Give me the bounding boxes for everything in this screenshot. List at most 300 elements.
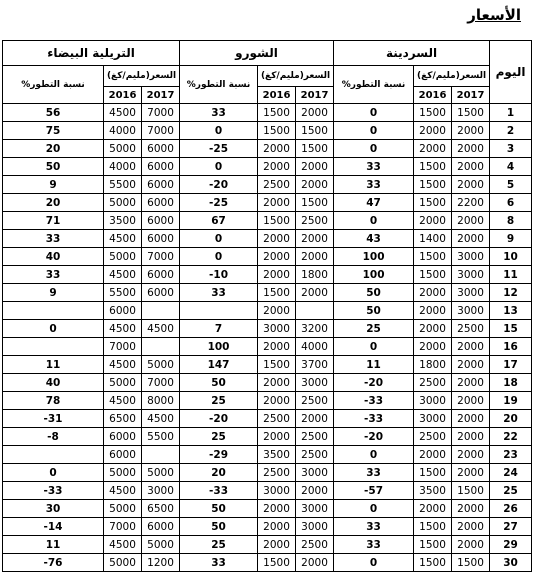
shoro-change-cell: 67 [180, 212, 258, 230]
sardine-price-2017-cell: 2000 [452, 140, 490, 158]
shoro-change-cell: 25 [180, 392, 258, 410]
sardine-price-2017-cell: 1500 [452, 482, 490, 500]
trilia-change-cell: 31- [3, 410, 104, 428]
sardine-change-cell: 20- [334, 428, 414, 446]
trilia-change-cell: 9 [3, 176, 104, 194]
sardine-price-2016-cell: 2000 [414, 338, 452, 356]
trilia-price-2016-cell: 4000 [104, 122, 142, 140]
shoro-price-2016-cell: 2000 [258, 518, 296, 536]
shoro-price-2016-cell: 3000 [258, 482, 296, 500]
shoro-change-cell: 25- [180, 194, 258, 212]
trilia-change-cell [3, 338, 104, 356]
shoro-price-2017-cell: 2000 [296, 410, 334, 428]
shoro-price-2017-cell: 2000 [296, 158, 334, 176]
trilia-price-2016-cell: 6000 [104, 302, 142, 320]
sardine-price-2017-cell: 2000 [452, 374, 490, 392]
trilia-change-cell: 0 [3, 320, 104, 338]
shoro-price-2016-cell: 2000 [258, 158, 296, 176]
shoro-price-2016-cell: 2000 [258, 500, 296, 518]
shoro-price-2017-cell: 2000 [296, 554, 334, 572]
product-header-trilia: التريلية البيضاء [3, 41, 180, 66]
trilia-price-2017-cell: 1200 [142, 554, 180, 572]
sardine-price-2017-cell: 2000 [452, 464, 490, 482]
change-header: نسبة التطور% [334, 66, 414, 104]
trilia-price-2017-cell: 7000 [142, 122, 180, 140]
shoro-price-2017-cell: 3200 [296, 320, 334, 338]
trilia-price-2016-cell: 4000 [104, 158, 142, 176]
day-cell: 12 [490, 284, 532, 302]
sardine-price-2016-cell: 3000 [414, 392, 452, 410]
trilia-change-cell: 75 [3, 122, 104, 140]
shoro-price-2017-cell: 3000 [296, 464, 334, 482]
shoro-price-2017-cell: 2000 [296, 284, 334, 302]
sardine-change-cell: 50 [334, 284, 414, 302]
day-cell: 30 [490, 554, 532, 572]
trilia-price-2017-cell: 6000 [142, 266, 180, 284]
year-header-2016: 2016 [414, 87, 452, 104]
table-row [3, 428, 532, 446]
shoro-price-2017-cell: 3700 [296, 356, 334, 374]
table-row [3, 140, 532, 158]
sardine-price-2017-cell: 1500 [452, 554, 490, 572]
shoro-change-cell: 33 [180, 554, 258, 572]
shoro-change-cell: 50 [180, 374, 258, 392]
trilia-price-2016-cell: 4500 [104, 230, 142, 248]
trilia-price-2017-cell: 6000 [142, 158, 180, 176]
year-header-2016: 2016 [104, 87, 142, 104]
trilia-change-cell: 20 [3, 194, 104, 212]
trilia-price-2016-cell: 5000 [104, 464, 142, 482]
shoro-price-2016-cell: 1500 [258, 554, 296, 572]
sardine-price-2016-cell: 1500 [414, 266, 452, 284]
year-header-2017: 2017 [452, 87, 490, 104]
shoro-price-2017-cell: 1800 [296, 266, 334, 284]
sardine-price-2017-cell: 2000 [452, 500, 490, 518]
trilia-price-2016-cell: 5000 [104, 374, 142, 392]
trilia-price-2016-cell: 5000 [104, 140, 142, 158]
trilia-price-2017-cell: 8000 [142, 392, 180, 410]
shoro-price-2017-cell: 3000 [296, 518, 334, 536]
day-cell: 9 [490, 230, 532, 248]
trilia-price-2016-cell: 5000 [104, 194, 142, 212]
day-cell: 17 [490, 356, 532, 374]
table-row [3, 518, 532, 536]
sardine-price-2017-cell: 2000 [452, 446, 490, 464]
sardine-change-cell: 50 [334, 302, 414, 320]
shoro-price-2017-cell: 1500 [296, 194, 334, 212]
table-row [3, 302, 532, 320]
sardine-price-2017-cell: 2000 [452, 536, 490, 554]
table-row [3, 122, 532, 140]
sardine-price-2017-cell: 2000 [452, 176, 490, 194]
sardine-price-2017-cell: 2000 [452, 230, 490, 248]
shoro-price-2016-cell: 2000 [258, 428, 296, 446]
table-row [3, 374, 532, 392]
shoro-change-cell: 10- [180, 266, 258, 284]
sardine-price-2016-cell: 1500 [414, 554, 452, 572]
day-cell: 18 [490, 374, 532, 392]
day-cell: 26 [490, 500, 532, 518]
table-row [3, 536, 532, 554]
shoro-change-cell: 0 [180, 122, 258, 140]
shoro-price-2016-cell: 2000 [258, 374, 296, 392]
day-cell: 10 [490, 248, 532, 266]
shoro-price-2016-cell: 2500 [258, 464, 296, 482]
trilia-change-cell: 9 [3, 284, 104, 302]
trilia-change-cell: 11 [3, 536, 104, 554]
trilia-change-cell: 33- [3, 482, 104, 500]
day-cell: 13 [490, 302, 532, 320]
sardine-price-2016-cell: 2000 [414, 122, 452, 140]
shoro-price-2017-cell: 2000 [296, 482, 334, 500]
sardine-change-cell: 33 [334, 464, 414, 482]
trilia-price-2017-cell: 7000 [142, 104, 180, 122]
table-body [3, 104, 532, 572]
table-row [3, 230, 532, 248]
shoro-price-2017-cell: 2000 [296, 176, 334, 194]
shoro-price-2016-cell: 1500 [258, 212, 296, 230]
trilia-price-2016-cell: 5500 [104, 284, 142, 302]
trilia-change-cell: 0 [3, 464, 104, 482]
sardine-price-2017-cell: 2000 [452, 410, 490, 428]
sardine-change-cell: 33 [334, 176, 414, 194]
table-row [3, 482, 532, 500]
day-cell: 6 [490, 194, 532, 212]
trilia-price-2016-cell: 5000 [104, 554, 142, 572]
shoro-change-cell: 7 [180, 320, 258, 338]
shoro-price-2016-cell: 2500 [258, 410, 296, 428]
sardine-price-2017-cell: 1500 [452, 104, 490, 122]
trilia-change-cell: 33 [3, 230, 104, 248]
sardine-change-cell: 0 [334, 104, 414, 122]
shoro-price-2016-cell: 2000 [258, 230, 296, 248]
day-cell: 19 [490, 392, 532, 410]
shoro-price-2017-cell: 2000 [296, 104, 334, 122]
table-row [3, 194, 532, 212]
trilia-price-2016-cell: 5500 [104, 176, 142, 194]
shoro-change-cell: 33 [180, 104, 258, 122]
shoro-price-2017-cell: 2500 [296, 446, 334, 464]
sardine-price-2016-cell: 1400 [414, 230, 452, 248]
day-header: اليوم [490, 41, 532, 104]
sardine-price-2017-cell: 2000 [452, 428, 490, 446]
sardine-price-2016-cell: 3500 [414, 482, 452, 500]
sardine-price-2016-cell: 1500 [414, 194, 452, 212]
trilia-price-2017-cell: 6000 [142, 284, 180, 302]
shoro-price-2016-cell: 1500 [258, 284, 296, 302]
trilia-price-2016-cell: 4500 [104, 482, 142, 500]
sardine-change-cell: 57- [334, 482, 414, 500]
price-header: السعر(مليم/كغ) [104, 66, 180, 87]
sardine-change-cell: 47 [334, 194, 414, 212]
trilia-price-2016-cell: 5000 [104, 500, 142, 518]
sardine-price-2016-cell: 1500 [414, 464, 452, 482]
sardine-price-2017-cell: 3000 [452, 266, 490, 284]
sardine-price-2017-cell: 3000 [452, 284, 490, 302]
table-row [3, 266, 532, 284]
sardine-change-cell: 0 [334, 122, 414, 140]
table-row [3, 338, 532, 356]
trilia-price-2016-cell: 4500 [104, 392, 142, 410]
shoro-price-2017-cell: 3000 [296, 500, 334, 518]
shoro-change-cell: 25 [180, 536, 258, 554]
shoro-change-cell: 147 [180, 356, 258, 374]
trilia-price-2017-cell: 5000 [142, 356, 180, 374]
shoro-price-2016-cell: 3000 [258, 320, 296, 338]
table-row [3, 284, 532, 302]
shoro-change-cell: 25 [180, 428, 258, 446]
page-title: الأسعار [467, 6, 521, 24]
sardine-price-2016-cell: 2000 [414, 446, 452, 464]
trilia-price-2017-cell: 4500 [142, 410, 180, 428]
trilia-price-2017-cell: 6000 [142, 194, 180, 212]
sardine-change-cell: 100 [334, 248, 414, 266]
sardine-price-2016-cell: 2000 [414, 212, 452, 230]
trilia-price-2017-cell: 6000 [142, 140, 180, 158]
day-cell: 8 [490, 212, 532, 230]
sardine-change-cell: 0 [334, 140, 414, 158]
trilia-change-cell: 78 [3, 392, 104, 410]
table-row [3, 356, 532, 374]
shoro-change-cell: 20 [180, 464, 258, 482]
sardine-change-cell: 0 [334, 212, 414, 230]
trilia-change-cell: 8- [3, 428, 104, 446]
trilia-change-cell: 33 [3, 266, 104, 284]
trilia-change-cell: 20 [3, 140, 104, 158]
sardine-change-cell: 0 [334, 338, 414, 356]
shoro-price-2016-cell: 2000 [258, 392, 296, 410]
trilia-price-2017-cell: 3000 [142, 482, 180, 500]
trilia-price-2017-cell: 6000 [142, 176, 180, 194]
price-header: السعر(مليم/كغ) [414, 66, 490, 87]
trilia-price-2017-cell: 6000 [142, 212, 180, 230]
sardine-change-cell: 33- [334, 392, 414, 410]
shoro-price-2017-cell: 2500 [296, 536, 334, 554]
day-cell: 3 [490, 140, 532, 158]
table-row [3, 104, 532, 122]
year-header-2017: 2017 [142, 87, 180, 104]
sardine-price-2017-cell: 2000 [452, 158, 490, 176]
sardine-price-2016-cell: 2000 [414, 500, 452, 518]
shoro-price-2016-cell: 2000 [258, 536, 296, 554]
sardine-price-2016-cell: 1500 [414, 104, 452, 122]
sardine-change-cell: 11 [334, 356, 414, 374]
trilia-change-cell: 40 [3, 374, 104, 392]
sardine-price-2016-cell: 2500 [414, 428, 452, 446]
trilia-price-2017-cell: 4500 [142, 320, 180, 338]
trilia-change-cell [3, 302, 104, 320]
table-row [3, 500, 532, 518]
sardine-change-cell: 100 [334, 266, 414, 284]
trilia-price-2017-cell: 7000 [142, 248, 180, 266]
table-row [3, 446, 532, 464]
shoro-price-2016-cell: 2000 [258, 248, 296, 266]
shoro-price-2016-cell: 2000 [258, 338, 296, 356]
sardine-change-cell: 43 [334, 230, 414, 248]
trilia-price-2017-cell [142, 302, 180, 320]
shoro-change-cell: 33- [180, 482, 258, 500]
trilia-price-2017-cell: 6000 [142, 230, 180, 248]
price-header: السعر(مليم/كغ) [258, 66, 334, 87]
table-row [3, 176, 532, 194]
day-cell: 29 [490, 536, 532, 554]
trilia-price-2017-cell: 5000 [142, 536, 180, 554]
sardine-price-2016-cell: 2000 [414, 320, 452, 338]
trilia-price-2016-cell: 4500 [104, 536, 142, 554]
table-row [3, 554, 532, 572]
day-cell: 27 [490, 518, 532, 536]
shoro-price-2016-cell: 1500 [258, 356, 296, 374]
sardine-price-2016-cell: 2000 [414, 284, 452, 302]
shoro-price-2017-cell [296, 302, 334, 320]
sardine-price-2017-cell: 2000 [452, 356, 490, 374]
sardine-price-2016-cell: 1800 [414, 356, 452, 374]
sardine-change-cell: 0 [334, 446, 414, 464]
trilia-price-2016-cell: 7000 [104, 338, 142, 356]
shoro-price-2017-cell: 4000 [296, 338, 334, 356]
trilia-price-2017-cell: 6000 [142, 518, 180, 536]
product-header-sardine: السردينة [334, 41, 490, 66]
shoro-change-cell: 33 [180, 284, 258, 302]
shoro-price-2016-cell: 2000 [258, 194, 296, 212]
shoro-price-2016-cell: 1500 [258, 122, 296, 140]
sardine-price-2016-cell: 1500 [414, 248, 452, 266]
sardine-price-2016-cell: 2500 [414, 374, 452, 392]
shoro-price-2017-cell: 1500 [296, 140, 334, 158]
sardine-price-2016-cell: 1500 [414, 176, 452, 194]
day-cell: 11 [490, 266, 532, 284]
sardine-price-2016-cell: 1500 [414, 536, 452, 554]
shoro-change-cell: 0 [180, 248, 258, 266]
sardine-price-2016-cell: 2000 [414, 302, 452, 320]
sardine-price-2017-cell: 2000 [452, 122, 490, 140]
table-row [3, 410, 532, 428]
trilia-price-2016-cell: 7000 [104, 518, 142, 536]
table-row [3, 212, 532, 230]
shoro-price-2016-cell: 2500 [258, 176, 296, 194]
year-header-2016: 2016 [258, 87, 296, 104]
trilia-change-cell: 11 [3, 356, 104, 374]
year-header-2017: 2017 [296, 87, 334, 104]
sardine-price-2017-cell: 3000 [452, 302, 490, 320]
sardine-change-cell: 20- [334, 374, 414, 392]
trilia-price-2016-cell: 3500 [104, 212, 142, 230]
sardine-price-2016-cell: 3000 [414, 410, 452, 428]
shoro-change-cell: 0 [180, 230, 258, 248]
sardine-price-2017-cell: 2000 [452, 338, 490, 356]
day-cell: 20 [490, 410, 532, 428]
shoro-change-cell: 100 [180, 338, 258, 356]
trilia-price-2017-cell [142, 446, 180, 464]
trilia-price-2017-cell: 5000 [142, 464, 180, 482]
trilia-change-cell [3, 446, 104, 464]
shoro-price-2017-cell: 3000 [296, 374, 334, 392]
trilia-price-2017-cell: 6500 [142, 500, 180, 518]
shoro-change-cell: 20- [180, 410, 258, 428]
shoro-price-2017-cell: 1500 [296, 122, 334, 140]
shoro-price-2016-cell: 2000 [258, 302, 296, 320]
trilia-price-2016-cell: 5000 [104, 248, 142, 266]
shoro-price-2017-cell: 2500 [296, 212, 334, 230]
table-row [3, 320, 532, 338]
trilia-price-2016-cell: 4500 [104, 104, 142, 122]
trilia-change-cell: 71 [3, 212, 104, 230]
table-row [3, 248, 532, 266]
shoro-price-2017-cell: 2500 [296, 428, 334, 446]
sardine-change-cell: 33 [334, 518, 414, 536]
shoro-price-2016-cell: 3500 [258, 446, 296, 464]
product-header-shoro: الشورو [180, 41, 334, 66]
trilia-price-2016-cell: 4500 [104, 356, 142, 374]
shoro-price-2017-cell: 2500 [296, 392, 334, 410]
day-cell: 16 [490, 338, 532, 356]
trilia-price-2016-cell: 6500 [104, 410, 142, 428]
table-row [3, 392, 532, 410]
shoro-change-cell: 0 [180, 158, 258, 176]
trilia-price-2016-cell: 6000 [104, 428, 142, 446]
day-cell: 15 [490, 320, 532, 338]
shoro-price-2016-cell: 2000 [258, 266, 296, 284]
change-header: نسبة التطور% [3, 66, 104, 104]
day-cell: 5 [490, 176, 532, 194]
sardine-price-2016-cell: 1500 [414, 158, 452, 176]
day-cell: 23 [490, 446, 532, 464]
sardine-price-2016-cell: 2000 [414, 140, 452, 158]
table-row [3, 158, 532, 176]
shoro-change-cell [180, 302, 258, 320]
prices-table [2, 40, 532, 572]
trilia-price-2017-cell: 7000 [142, 374, 180, 392]
trilia-price-2016-cell: 4500 [104, 320, 142, 338]
trilia-change-cell: 76- [3, 554, 104, 572]
table-row [3, 464, 532, 482]
shoro-change-cell: 50 [180, 500, 258, 518]
sardine-price-2017-cell: 2000 [452, 392, 490, 410]
shoro-change-cell: 20- [180, 176, 258, 194]
sardine-change-cell: 33 [334, 536, 414, 554]
shoro-price-2017-cell: 2000 [296, 230, 334, 248]
trilia-change-cell: 14- [3, 518, 104, 536]
day-cell: 2 [490, 122, 532, 140]
trilia-price-2017-cell: 5500 [142, 428, 180, 446]
sardine-price-2017-cell: 3000 [452, 248, 490, 266]
shoro-change-cell: 29- [180, 446, 258, 464]
change-header: نسبة التطور% [180, 66, 258, 104]
sardine-change-cell: 0 [334, 554, 414, 572]
trilia-price-2016-cell: 4500 [104, 266, 142, 284]
shoro-change-cell: 25- [180, 140, 258, 158]
sardine-change-cell: 25 [334, 320, 414, 338]
sardine-price-2017-cell: 2200 [452, 194, 490, 212]
trilia-change-cell: 40 [3, 248, 104, 266]
sardine-price-2016-cell: 1500 [414, 518, 452, 536]
trilia-change-cell: 30 [3, 500, 104, 518]
shoro-price-2017-cell: 2000 [296, 248, 334, 266]
shoro-price-2016-cell: 1500 [258, 104, 296, 122]
sardine-change-cell: 33- [334, 410, 414, 428]
day-cell: 1 [490, 104, 532, 122]
day-cell: 22 [490, 428, 532, 446]
shoro-change-cell: 50 [180, 518, 258, 536]
day-cell: 4 [490, 158, 532, 176]
day-cell: 25 [490, 482, 532, 500]
sardine-price-2017-cell: 2000 [452, 212, 490, 230]
sardine-change-cell: 33 [334, 158, 414, 176]
shoro-price-2016-cell: 2000 [258, 140, 296, 158]
sardine-price-2017-cell: 2500 [452, 320, 490, 338]
trilia-price-2017-cell [142, 338, 180, 356]
sardine-price-2017-cell: 2000 [452, 518, 490, 536]
